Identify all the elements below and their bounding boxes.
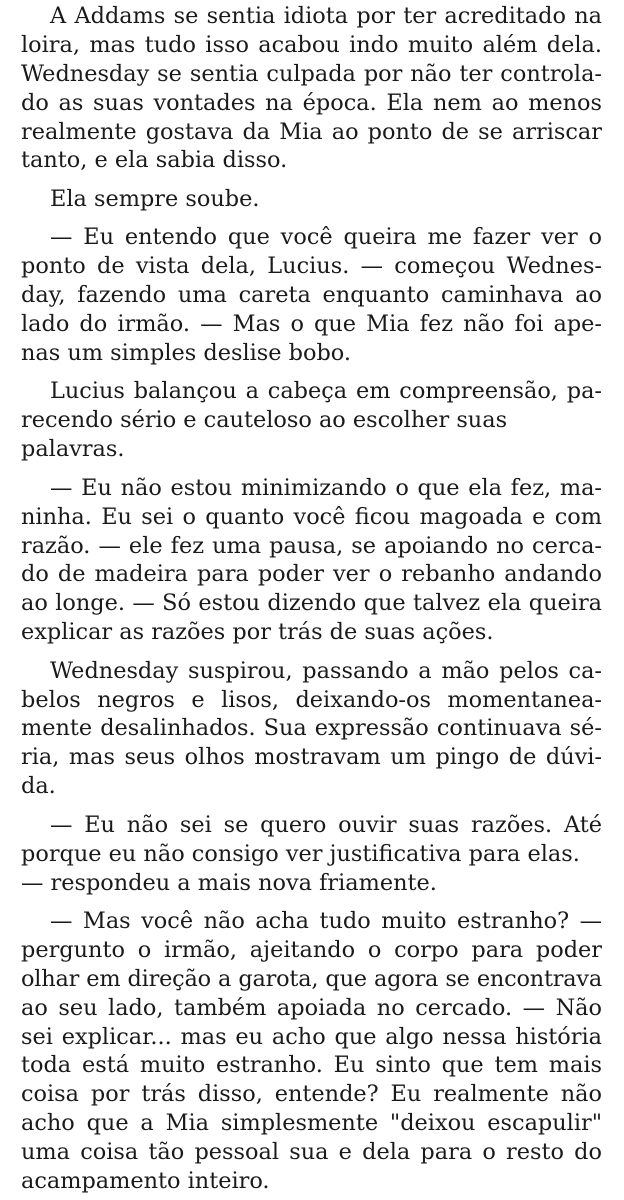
paragraph [21,474,602,647]
text-line: razão. — ele fez uma pausa, se apoiando no cerca- [21,532,602,559]
text-line: — Eu não estou minimizando o que ela fez, ma- [50,474,602,501]
text-line: acho que a Mia simplesmente "deixou escapulir" [21,1110,602,1137]
text-line: recendo sério e cauteloso ao escolher suas [21,407,508,434]
text-line: ao seu lado, também apoiada no cercado. — Não [21,994,602,1021]
text-line: ponto de vista dela, Lucius. — começou Wednes- [21,253,602,280]
text-line: ninha. Eu sei o quanto você ficou magoada e com [21,503,602,530]
text-line: acampamento inteiro. [21,1168,270,1194]
text-line: da. [21,773,56,800]
paragraph [21,185,602,214]
paragraph [21,907,602,1196]
text-line: A Addams se sentia idiota por ter acreditado na [50,3,602,29]
paragraph [21,377,602,464]
text-line: ao longe. — Só estou dizendo que talvez ela queira [21,590,602,617]
text-line: day, fazendo uma careta enquanto caminhava ao [21,282,602,309]
text-line: toda está muito estranho. Eu sinto que tem mais [21,1052,602,1079]
paragraph [21,223,602,367]
text-line: — Mas você não acha tudo muito estranho? — [50,907,602,934]
text-line: olhar em direção a garota, que agora se encontrava [21,965,602,992]
text-line: lado do irmão. — Mas o que Mia fez não foi ape- [21,311,602,338]
text-line: realmente gostava da Mia ao ponto de se arriscar [21,118,602,145]
text-line: Wednesday se sentia culpada por não ter controla- [21,60,602,87]
text-line: — Eu não sei se quero ouvir suas razões. Até [50,811,602,838]
text-line: Ela sempre soube. [50,185,260,212]
text-line: do de madeira para poder ver o rebanho andando [21,561,602,588]
text-line: belos negros e lisos, deixando-os momentanea- [21,686,602,713]
text-line: explicar as razões por trás de suas ações. [21,619,494,646]
paragraph [21,2,602,175]
text-line: Wednesday suspirou, passando a mão pelos ca- [50,657,602,684]
text-line: do as suas vontades na época. Ela nem ao menos [21,89,602,116]
text-line: sei explicar... mas eu acho que algo nessa história [21,1023,602,1050]
text-line: tanto, e ela sabia disso. [21,147,288,174]
text-line: nas um simples deslise bobo. [21,339,351,366]
text-line: pergunto o irmão, ajeitando o corpo para poder [21,936,602,963]
paragraph [21,657,602,801]
text-line: — respondeu a mais nova friamente. [21,869,437,896]
text-line: Lucius balançou a cabeça em compreensão, pa- [50,378,602,405]
text-line: palavras. [21,436,125,463]
paragraph [21,811,602,898]
text-line: ria, mas seus olhos mostravam um pingo de dúvi- [21,744,602,771]
text-line: — Eu entendo que você queira me fazer ver o [50,224,602,251]
text-line: uma coisa tão pessoal sua e dela para o resto do [21,1139,602,1166]
text-line: loira, mas tudo isso acabou indo muito além dela. [21,31,602,58]
text-line: porque eu não consigo ver justificativa para elas. [21,840,580,867]
text-line: coisa por trás disso, entende? Eu realmente não [21,1081,602,1108]
text-line: mente desalinhados. Sua expressão continuava sé- [21,715,602,742]
